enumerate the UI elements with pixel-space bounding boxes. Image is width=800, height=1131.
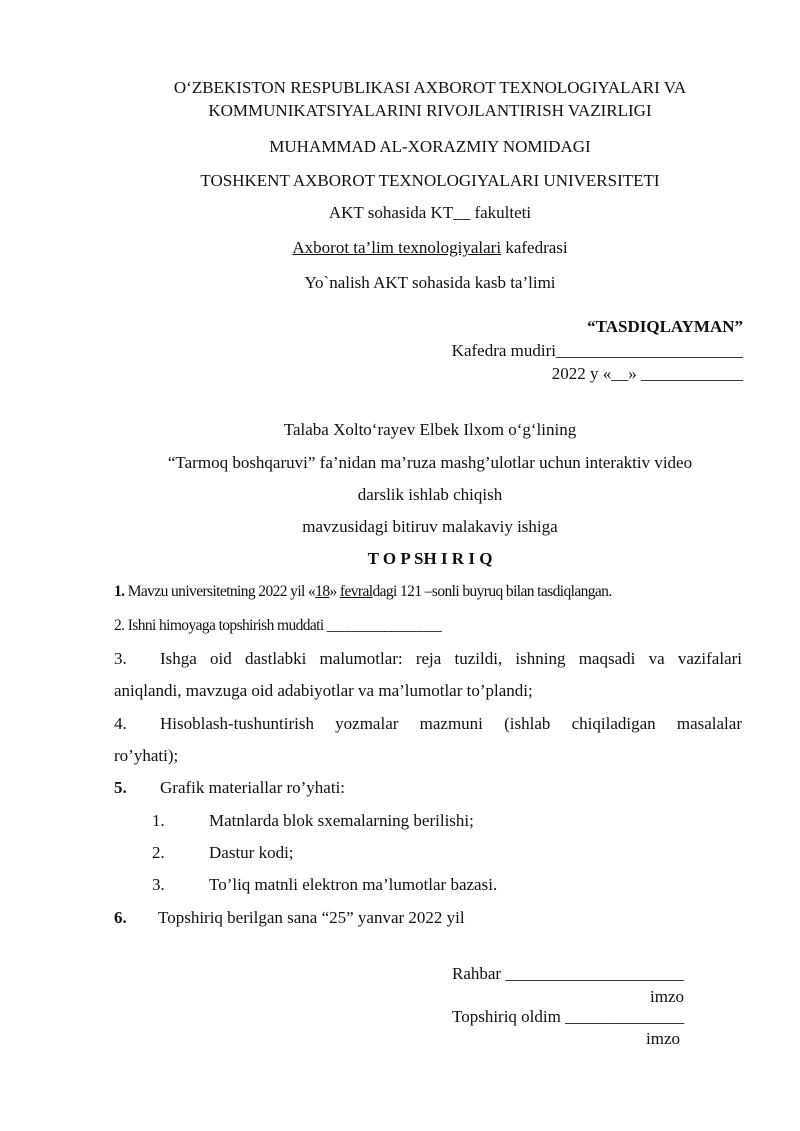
supervisor-sign-caption: imzo: [650, 987, 684, 1006]
item-1-text-b: »: [329, 583, 340, 600]
item-1-month: fevral: [339, 583, 373, 600]
department-line: [0, 238, 800, 258]
ministry-line-1: O‘ZBEKISTON RESPUBLIKASI AXBOROT TEXNOLOGIYALARI VA: [173, 78, 687, 97]
task-title: T O P SH I R I Q: [367, 549, 493, 568]
sub-item-1-text: Matnlarda blok sxemalarning berilishi;: [209, 811, 474, 830]
item-1: [114, 583, 612, 601]
item-1-number: 1.: [114, 583, 125, 600]
sub-item-2-text: Dastur kodi;: [209, 843, 294, 862]
item-1-text-d: –sonli buyruq bilan tasdiqlangan.: [421, 583, 612, 600]
item-3-number: 3.: [114, 649, 127, 668]
sub-item-3-text: To’liq matnli elektron ma’lumotlar bazasi.: [209, 875, 498, 894]
approval-title: “TASDIQLAYMAN”: [587, 317, 743, 336]
topic-line-3: mavzusidagi bitiruv malakaviy ishiga: [302, 517, 558, 536]
sub-item-1-number: 1.: [152, 811, 165, 830]
student-line: Talaba Xolto‘rayev Elbek Ilxom o‘g‘lining: [283, 420, 577, 439]
supervisor-signature-line: Rahbar _____________________: [452, 964, 684, 983]
sub-item-2-number: 2.: [152, 843, 165, 862]
topic-line-1: “Tarmoq boshqaruvi” fa’nidan ma’ruza mashg’ulotlar uchun interaktiv video: [167, 453, 693, 472]
department-suffix: kafedrasi: [501, 238, 568, 257]
item-4-text-first: Hisoblash-tushuntirish yozmalar mazmuni (ishlab chiqiladigan masalalar: [160, 714, 742, 733]
sub-item-3-number: 3.: [152, 875, 165, 894]
received-sign-caption: imzo: [646, 1029, 680, 1048]
item-5-number: 5.: [114, 778, 127, 797]
item-1-text-a: Mavzu universitetning 2022 yil «: [127, 583, 316, 600]
faculty-line: AKT sohasida KT__ fakulteti: [328, 203, 532, 222]
item-6-text: Topshiriq berilgan sana “25” yanvar 2022 yil: [158, 908, 465, 927]
ministry-line-2: KOMMUNIKATSIYALARINI RIVOJLANTIRISH VAZIRLIGI: [208, 101, 652, 120]
item-4-number: 4.: [114, 714, 127, 733]
topic-line-2: darslik ishlab chiqish: [357, 485, 503, 504]
direction-line: Yo`nalish AKT sohasida kasb ta’limi: [304, 273, 556, 292]
item-6-number: 6.: [114, 908, 127, 927]
item-4-text-second: ro’yhati);: [114, 746, 179, 765]
department-name: Axborot ta’lim texnologiyalari: [292, 238, 502, 257]
item-1-text-c: dagi 121: [372, 583, 422, 600]
item-2: 2. Ishni himoyaga topshirish muddati ________________: [114, 617, 442, 634]
named-after-line: MUHAMMAD AL-XORAZMIY NOMIDAGI: [269, 137, 591, 156]
approval-date-line: 2022 y «__» ____________: [551, 364, 743, 383]
university-name: TOSHKENT AXBOROT TEXNOLOGIYALARI UNIVERSITETI: [200, 171, 660, 190]
item-5-text: Grafik materiallar ro’yhati:: [160, 778, 346, 797]
item-1-day: 18: [315, 583, 330, 600]
head-of-department-line: Kafedra mudiri______________________: [451, 341, 743, 360]
received-signature-line: Topshiriq oldim ______________: [452, 1007, 685, 1026]
item-3-text-second: aniqlandi, mavzuga oid adabiyotlar va ma’lumotlar to’plandi;: [114, 681, 533, 700]
item-3-text-first: Ishga oid dastlabki malumotlar: reja tuzildi, ishning maqsadi va vazifalari: [160, 649, 742, 668]
